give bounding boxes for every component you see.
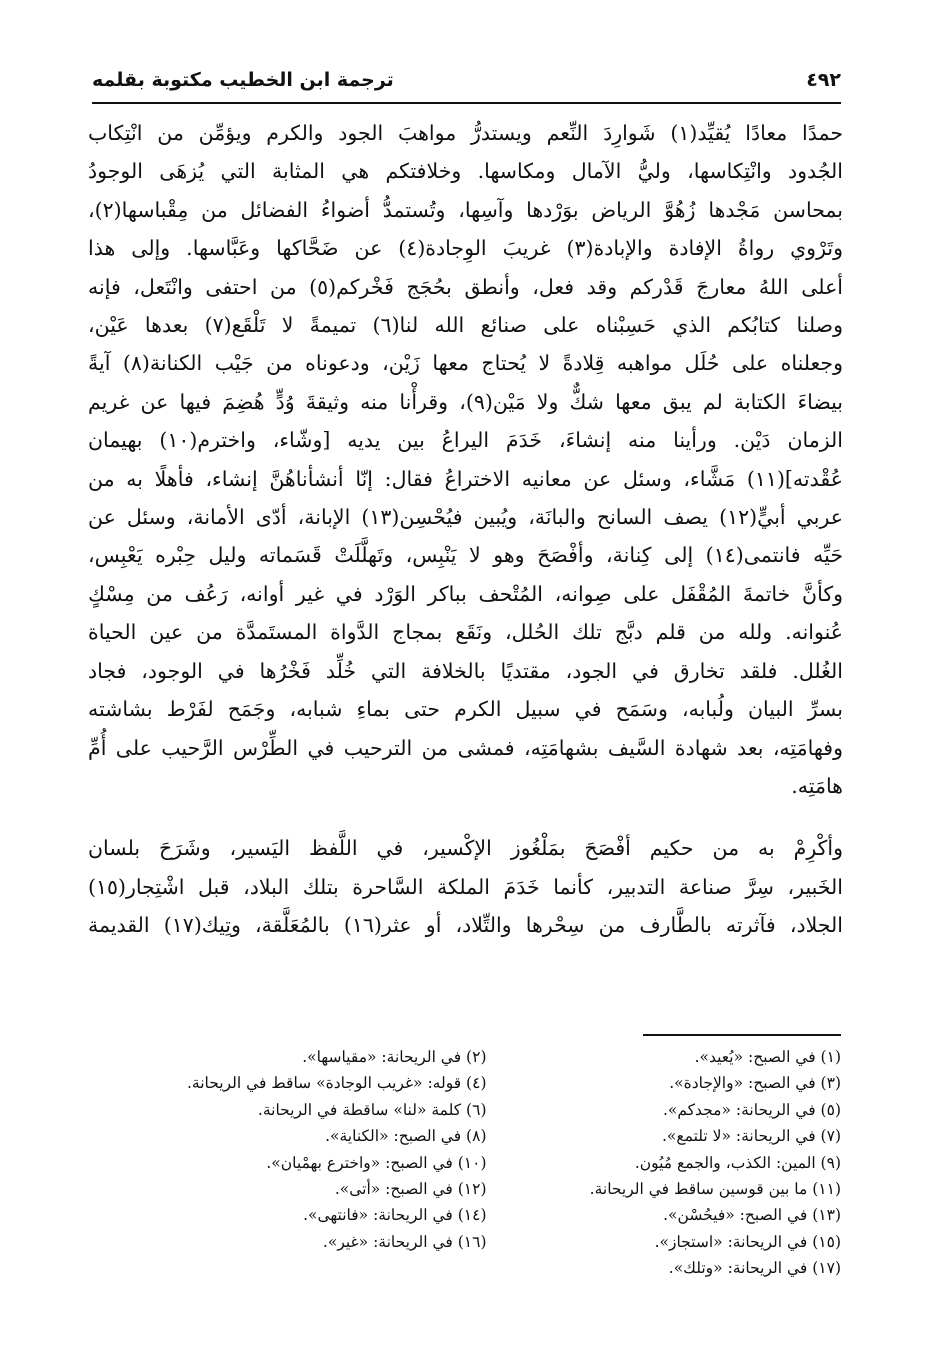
text-line: بمحاسن مَجْدها زُهُوَّ الرياض بوَرْدها وآسِها، وتُستمدُّ أضواءُ الفضائل من مِقْباسها(٢)، xyxy=(88,197,843,222)
text-line: الجُدود وانْتِكاسها، وليُّ الآمال ومكاسها. وخلافتكم هي المثابة التي يُزهَى الوجودُ xyxy=(88,159,843,184)
text-line: وفهامَتِه، بعد شهادة السَّيف بشهامَتِه، فمشى من الترحيب في الطِّرْس الرَّحيب على أُمِّ xyxy=(88,735,843,760)
footnote: (١٤) في الريحانة: «فانتهى». xyxy=(303,1206,487,1225)
running-title: ترجمة ابن الخطيب مكتوبة بقلمه xyxy=(92,69,394,91)
footnote: (٣) في الصبح: «والإجادة». xyxy=(669,1074,841,1093)
text-line: الخَبير، سِرَّ صناعة التدبير، كأنما خَدَمَ الملكة السَّاحرة بتلك البلاد، قبل اشْتِجار(١٥) xyxy=(88,874,843,899)
main-text xyxy=(88,114,843,945)
text-line: وكأنَّ خاتمةَ المُقْفَل على صِوانه، المُتْحف بباكر الوَرْد في غير أوانه، رَعُف من مِسْكٍ xyxy=(88,581,843,606)
text-line: الغُلل. فلقد تخارق في الجود، مقتديًا بالخلافة التي خُلِّد فَخْرُها في الوجود، فجاد xyxy=(88,658,843,683)
text-line: عُنوانه. ولله من قلم دبَّج تلك الحُلل، ونَقَع بمجاج الدَّواة المستَمدَّة من عين الحياة xyxy=(88,620,843,645)
footnote: (٧) في الريحانة: «لا تلتمع». xyxy=(661,1127,841,1146)
footnotes-column-left xyxy=(160,1044,487,1282)
page-number: ٤٩٢ xyxy=(806,69,841,91)
text-line: وأكْرِمْ به من حكيم أفْصَحَ بمَلْغُوز الإكْسير، في اللَّفظ اليَسير، وشَرَحَ بلسان xyxy=(88,836,843,861)
running-header xyxy=(92,62,841,98)
text-line: حمدًا معادًا يُقيِّد(١) شَوارِدَ النِّعم ويستدرُّ مواهبَ الجود والكرم ويؤمِّن من انْتِكاب xyxy=(88,121,843,145)
footnote: (١) في الصبح: «يُعيد». xyxy=(694,1048,841,1066)
footnote: (١٥) في الريحانة: «استجاز». xyxy=(654,1232,841,1251)
text-line: عُقْدته](١١) مَشَّاء، وسئل عن معانيه الاختراعُ فقال: إنّا أنشأناهُنَّ إنشاء، فأهلًا به من xyxy=(88,466,843,491)
footnote: (٩) المين: الكذب، والجمع مُيُون. xyxy=(634,1153,841,1172)
text-line: أعلى اللهُ معارجَ قَدْركم وقد فعل، وأنطق بحُجَج فَخْركم(٥) من احتفى وانْتَعل، فإنه xyxy=(88,274,843,299)
text-line: بسرِّ البيان ولُبابه، وسَمَح في سبيل الكرم حتى بماءِ شبابه، وجَمَح لفَرْط بشاشته xyxy=(88,697,843,722)
footnote-rule xyxy=(643,1034,841,1036)
footnotes-column-right xyxy=(515,1044,842,1282)
header-rule xyxy=(92,102,841,104)
text-line: حَيِّه فانتمى(١٤) إلى كِنانة، وأفْصَحَ وهو لا يَنْبِس، وتَهلَّلَتْ قَسَماته وليل حِبْره يَعْبِس، xyxy=(88,543,843,568)
text-line: هامَتِه. xyxy=(791,773,843,798)
text-line: وجعلناه على حُلَل مواهبه قِلادةً لا يُحتاج معها زَيْن، ودعوناه من جَيْب الكنانة(٨) آيةً xyxy=(88,351,844,376)
paragraph-1 xyxy=(88,114,843,805)
footnote: (١٣) في الصبح: «فيحُسْن». xyxy=(663,1206,841,1225)
text-line: الزمان دَيْن. ورأينا منه إنشاءَ، خَدَمَ اليراعُ بين يديه [وشّاء، واخترم(١٠) بهيمان xyxy=(88,428,843,453)
paragraph-2 xyxy=(88,829,843,944)
footnote: (١١) ما بين قوسين ساقط في الريحانة. xyxy=(589,1180,841,1199)
footnote: (٤) قوله: «غريب الوجادة» ساقط في الريحانة. xyxy=(186,1074,487,1093)
footnote: (١٦) في الريحانة: «غير». xyxy=(322,1232,487,1251)
footnotes xyxy=(160,1044,841,1282)
footnote: (٥) في الريحانة: «مجدكم». xyxy=(662,1100,841,1119)
text-line: وصلنا كتابُكم الذي حَسِبْناه على صنائع الله لنا(٦) تميمةً لا تَلْقَع(٧) بعدها عَيْن، xyxy=(88,313,843,338)
text-line: بيضاءَ الكتابة لم يبق معها شكٌّ ولا مَيْن(٩)، وقرأْنا منه وثيقةَ وُدٍّ هُضِمَ فيها عن غريم xyxy=(88,389,843,414)
footnote: (١٢) في الصبح: «أتى». xyxy=(334,1180,487,1199)
footnote: (٦) كلمة «لنا» ساقطة في الريحانة. xyxy=(257,1100,487,1119)
text-line: عربي أبيٍّ(١٢) يصف السانح والبانَة، ويُبين فيُحْسِن(١٣) الإبانة، أدّى الأمانة، وسئل عن xyxy=(88,505,843,530)
text-line: وتَرْوي رواةُ الإفادة والإبادة(٣) غريبَ الوِجادة(٤) عن ضَحَّاكها وعَبَّاسها. وإلى هذا xyxy=(88,236,843,261)
footnote: (٢) في الريحانة: «مقياسها». xyxy=(302,1048,487,1066)
footnote: (١٠) في الصبح: «واخترع بهمْيان». xyxy=(266,1153,487,1172)
text-line: الجلاد، فآثرته بالطَّارف من سِحْرها والتِّلاد، أو عثر(١٦) بالمُعَلَّقة، وتِيك(١٧) القديمة xyxy=(88,913,843,938)
footnote: (١٧) في الريحانة: «وتلك». xyxy=(668,1259,841,1278)
footnote: (٨) في الصبح: «الكناية». xyxy=(325,1127,487,1146)
